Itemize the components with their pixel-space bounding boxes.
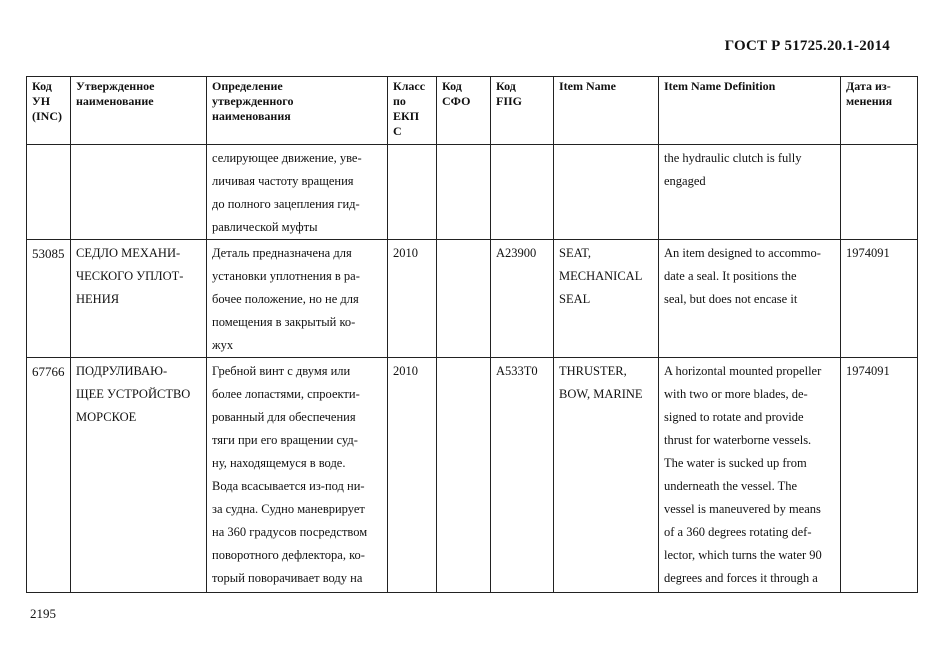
document-id: ГОСТ Р 51725.20.1-2014 [724, 38, 890, 54]
column-header-inc [27, 77, 71, 145]
table-body [27, 145, 918, 593]
column-header-ekps-class [388, 77, 437, 145]
page-number: 2195 [30, 606, 56, 621]
cell-text-line: равлической муфты [212, 220, 318, 234]
table-row [27, 240, 918, 358]
cell-change-date: 1974091 [841, 358, 918, 593]
cell-text-line: seal, but does not encase it [664, 292, 798, 306]
column-header-line: Класс [393, 79, 426, 93]
cell-text-line: более лопастями, спроекти- [212, 387, 360, 401]
column-header-line: менения [846, 94, 893, 108]
cell-text-line: SEAT, [559, 246, 592, 260]
column-header-line: Дата из- [846, 79, 891, 93]
cell-text-line: Гребной винт с двумя или [212, 364, 351, 378]
cell-text-line: Вода всасывается из-под ни- [212, 479, 365, 493]
cell-text-line: на 360 градусов посредством [212, 525, 368, 539]
cell-sfo-code [437, 240, 491, 358]
cell-text-line: ну, находящемуся в воде. [212, 456, 346, 470]
cell-text-line: engaged [664, 174, 706, 188]
cell-text-line: тяги при его вращении суд- [212, 433, 358, 447]
cell-text-line: A horizontal mounted propeller [664, 364, 822, 378]
cell-text-line: THRUSTER, [559, 364, 627, 378]
column-header-line: Код [32, 79, 52, 93]
column-header-approved-name [71, 77, 207, 145]
cell-text-line: бочее положение, но не для [212, 292, 359, 306]
cell-sfo-code [437, 358, 491, 593]
column-header-fiig-code [491, 77, 554, 145]
cell-approved-definition [207, 240, 388, 358]
cell-text-line: Деталь предназначена для [212, 246, 352, 260]
column-header-approved-definition [207, 77, 388, 145]
cell-text-line: МОРСКОЕ [76, 410, 137, 424]
column-header-line: ЕКП [393, 109, 420, 123]
column-header-line: утвержденного [212, 94, 294, 108]
column-header-line: Item Name [559, 79, 616, 93]
cell-text-line: BOW, MARINE [559, 387, 643, 401]
cell-text-line: underneath the vessel. The [664, 479, 798, 493]
column-header-line: Определение [212, 79, 283, 93]
cell-item-name-definition [659, 358, 841, 593]
cell-change-date: 1974091 [841, 240, 918, 358]
cell-fiig-code: A23900 [491, 240, 554, 358]
cell-text-line: MECHANICAL [559, 269, 643, 283]
header-row [27, 77, 918, 145]
cell-approved-definition [207, 145, 388, 240]
cell-text-line: lector, which turns the water 90 [664, 548, 822, 562]
column-header-line: СФО [442, 94, 471, 108]
cell-text-line: ПОДРУЛИВАЮ- [76, 364, 168, 378]
cell-text-line: помещения в закрытый ко- [212, 315, 356, 329]
cell-text-line: thrust for waterborne vessels. [664, 433, 812, 447]
cell-inc: 67766 [27, 358, 71, 593]
table-row [27, 358, 918, 593]
cell-text-line: ЩЕЕ УСТРОЙСТВО [76, 387, 191, 401]
cell-ekps-class: 2010 [388, 240, 437, 358]
column-header-change-date [841, 77, 918, 145]
column-header-line: (INC) [32, 109, 62, 123]
cell-item-name [554, 145, 659, 240]
cell-item-name-definition [659, 240, 841, 358]
column-header-line: наименование [76, 94, 154, 108]
cell-text-line: до полного зацепления гид- [212, 197, 360, 211]
cell-ekps-class: 2010 [388, 358, 437, 593]
column-header-line: по [393, 94, 406, 108]
cell-text-line: НЕНИЯ [76, 292, 120, 306]
column-header-line: FIIG [496, 94, 523, 108]
cell-text-line: ЧЕСКОГО УПЛОТ- [76, 269, 184, 283]
column-header-item-name-definition [659, 77, 841, 145]
cell-text-line: торый поворачивает воду на [212, 571, 363, 585]
column-header-sfo-code [437, 77, 491, 145]
cell-text-line: поворотного дефлектора, ко- [212, 548, 365, 562]
column-header-line: Код [496, 79, 516, 93]
cell-approved-name [71, 240, 207, 358]
cell-approved-name [71, 145, 207, 240]
column-header-line: С [393, 124, 402, 138]
cell-approved-definition [207, 358, 388, 593]
cell-text-line: личивая частоту вращения [212, 174, 354, 188]
column-header-line: Item Name Definition [664, 79, 776, 93]
cell-text-line: за судна. Судно маневрирует [212, 502, 365, 516]
column-header-line: Код [442, 79, 462, 93]
cell-approved-name [71, 358, 207, 593]
cell-text-line: жух [212, 338, 234, 352]
cell-fiig-code [491, 145, 554, 240]
column-header-line: УН [32, 94, 51, 108]
cell-sfo-code [437, 145, 491, 240]
cell-text-line: рованный для обеспечения [212, 410, 356, 424]
cell-change-date [841, 145, 918, 240]
cell-text-line: селирующее движение, уве- [212, 151, 362, 165]
cell-text-line: The water is sucked up from [664, 456, 807, 470]
cell-text-line: vessel is maneuvered by means [664, 502, 821, 516]
cell-text-line: An item designed to accommo- [664, 246, 821, 260]
column-header-item-name [554, 77, 659, 145]
cell-text-line: date a seal. It positions the [664, 269, 797, 283]
column-header-line: Утвержденное [76, 79, 155, 93]
cell-fiig-code: A533T0 [491, 358, 554, 593]
cell-item-name [554, 358, 659, 593]
cell-text-line: SEAL [559, 292, 591, 306]
cell-item-name [554, 240, 659, 358]
cell-ekps-class [388, 145, 437, 240]
cell-text-line: of a 360 degrees rotating def- [664, 525, 812, 539]
catalog-table [26, 76, 918, 593]
cell-inc [27, 145, 71, 240]
cell-text-line: with two or more blades, de- [664, 387, 808, 401]
cell-text-line: signed to rotate and provide [664, 410, 804, 424]
cell-item-name-definition [659, 145, 841, 240]
cell-text-line: the hydraulic clutch is fully [664, 151, 802, 165]
column-header-line: наименования [212, 109, 291, 123]
cell-text-line: установки уплотнения в ра- [212, 269, 360, 283]
cell-text-line: СЕДЛО МЕХАНИ- [76, 246, 181, 260]
table-row [27, 145, 918, 240]
cell-inc: 53085 [27, 240, 71, 358]
cell-text-line: degrees and forces it through a [664, 571, 818, 585]
